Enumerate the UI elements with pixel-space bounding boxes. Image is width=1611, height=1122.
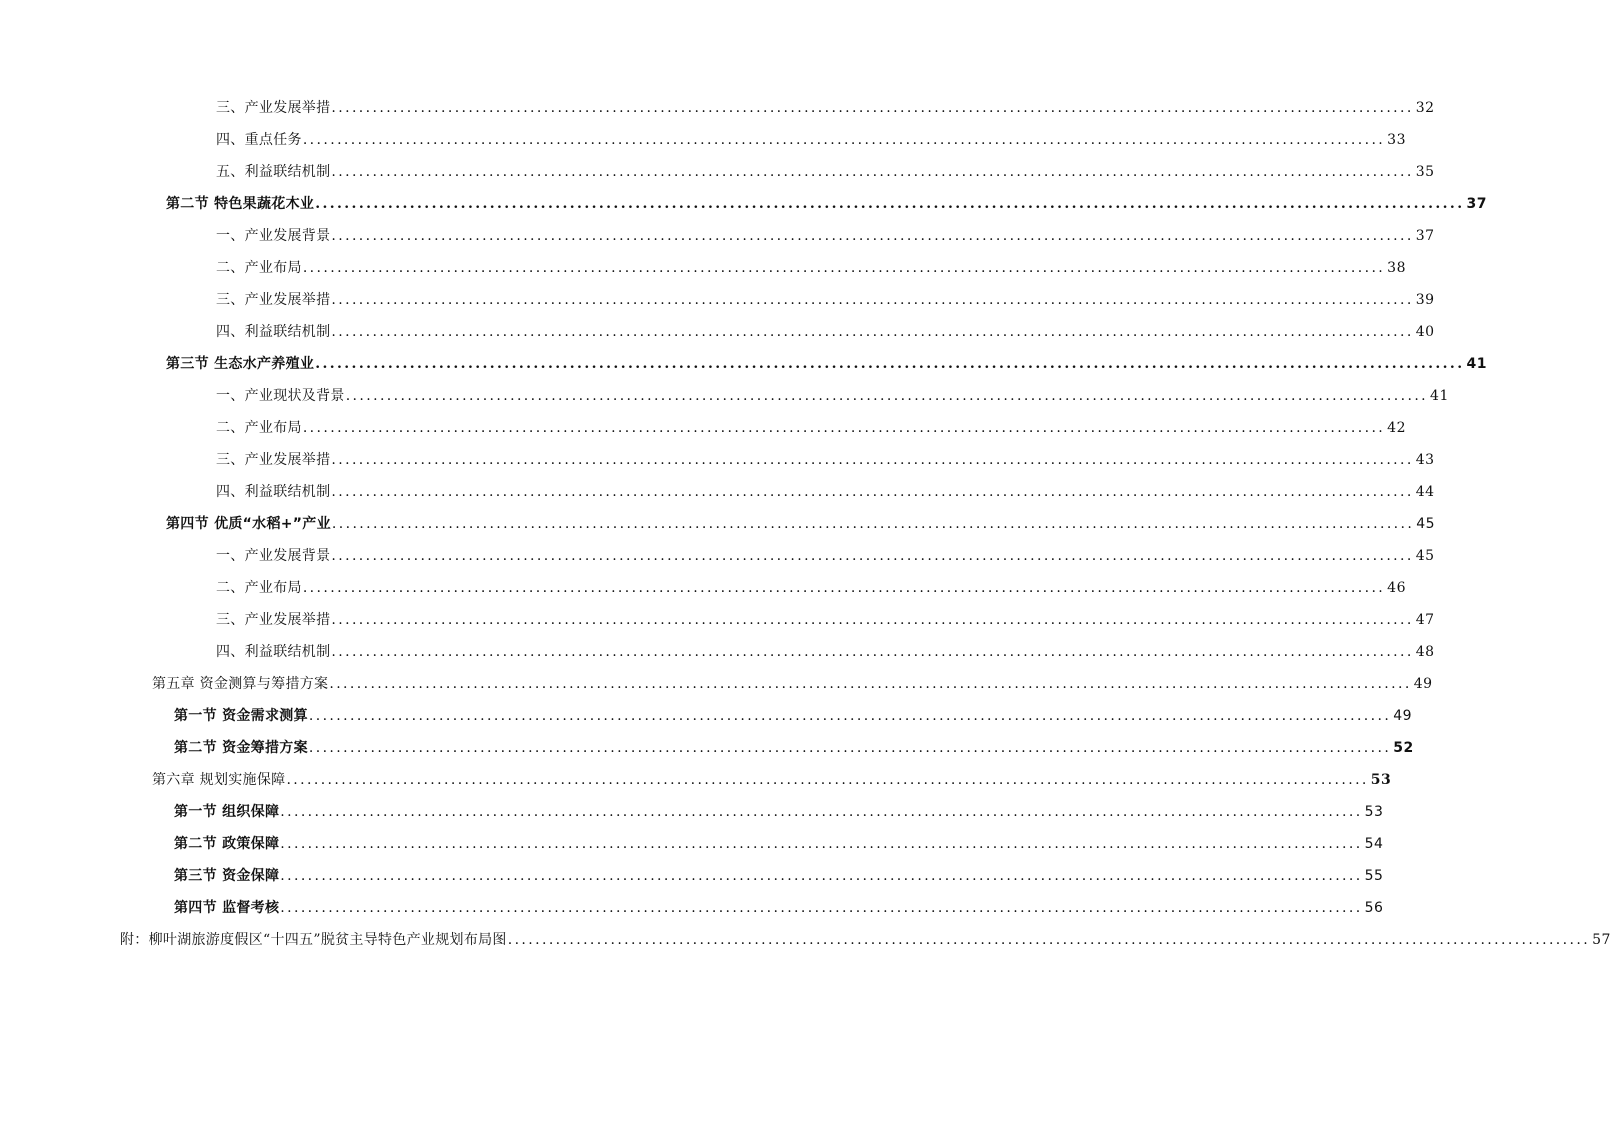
toc-entry-page: 39 <box>1415 292 1435 308</box>
toc-chapter-entry[interactable] <box>152 768 1392 790</box>
toc-entry-title: 一、产业发展背景 <box>216 228 331 244</box>
toc-entry[interactable] <box>216 384 1449 406</box>
toc-entry-title: 三、产业发展举措 <box>216 612 331 628</box>
toc-entry-page: 43 <box>1415 452 1435 468</box>
toc-leader-dots: .............................................................................................................................................................. <box>308 708 1392 724</box>
toc-entry-title: 四、利益联结机制 <box>216 644 331 660</box>
toc-entry-title: 四、利益联结机制 <box>216 324 331 340</box>
toc-leader-dots: .............................................................................................................................................................. <box>280 900 1363 916</box>
toc-entry-title: 四、重点任务 <box>216 132 302 148</box>
toc-entry-page: 41 <box>1430 388 1449 404</box>
toc-section-entry[interactable] <box>174 864 1384 886</box>
toc-entry-page: 37 <box>1466 196 1487 212</box>
toc-entry-page: 33 <box>1387 132 1406 148</box>
toc-entry-page: 46 <box>1387 580 1406 596</box>
toc-entry[interactable] <box>216 288 1435 310</box>
toc-section-entry[interactable] <box>166 352 1487 374</box>
toc-entry[interactable] <box>216 320 1435 342</box>
toc-entry-page: 52 <box>1393 740 1414 756</box>
toc-entry-title: 第四节 监督考核 <box>174 900 280 916</box>
toc-entry[interactable] <box>216 448 1435 470</box>
toc-entry-title: 四、利益联结机制 <box>216 484 331 500</box>
toc-entry[interactable] <box>216 160 1435 182</box>
toc-entry-page: 49 <box>1413 676 1433 692</box>
toc-entry-page: 45 <box>1416 516 1436 532</box>
toc-entry-title: 二、产业布局 <box>216 260 302 276</box>
toc-entry-page: 45 <box>1415 548 1435 564</box>
toc-appendix-entry[interactable] <box>120 928 1611 950</box>
toc-entry-title: 附：柳叶湖旅游度假区“十四五”脱贫主导特色产业规划布局图 <box>120 932 507 948</box>
toc-entry-page: 42 <box>1387 420 1406 436</box>
toc-entry[interactable] <box>216 608 1435 630</box>
toc-entry-title: 第一节 资金需求测算 <box>174 708 308 724</box>
toc-leader-dots: .............................................................................................................................................................. <box>331 292 1414 308</box>
toc-entry-title: 第五章 资金测算与筹措方案 <box>152 676 329 692</box>
toc-leader-dots: .............................................................................................................................................................. <box>331 612 1414 628</box>
toc-leader-dots: .............................................................................................................................................................. <box>315 196 1465 212</box>
toc-leader-dots: .............................................................................................................................................................. <box>331 164 1414 180</box>
toc-leader-dots: .............................................................................................................................................................. <box>331 548 1414 564</box>
toc-leader-dots: .............................................................................................................................................................. <box>280 836 1363 852</box>
toc-entry-title: 第二节 资金筹措方案 <box>174 740 308 756</box>
toc-entry-title: 三、产业发展举措 <box>216 452 331 468</box>
toc-entry-page: 47 <box>1415 612 1435 628</box>
toc-entry-title: 第六章 规划实施保障 <box>152 772 286 788</box>
toc-leader-dots: .............................................................................................................................................................. <box>331 100 1414 116</box>
toc-entry-title: 一、产业现状及背景 <box>216 388 345 404</box>
toc-leader-dots: .............................................................................................................................................................. <box>331 452 1414 468</box>
toc-entry-page: 53 <box>1370 772 1392 788</box>
toc-entry-title: 五、利益联结机制 <box>216 164 331 180</box>
toc-section-entry[interactable] <box>174 704 1413 726</box>
toc-leader-dots: .............................................................................................................................................................. <box>302 420 1386 436</box>
toc-entry-title: 一、产业发展背景 <box>216 548 331 564</box>
toc-leader-dots: .............................................................................................................................................................. <box>308 740 1392 756</box>
toc-entry-title: 三、产业发展举措 <box>216 292 331 308</box>
toc-section-entry[interactable] <box>166 192 1487 214</box>
toc-leader-dots: .............................................................................................................................................................. <box>302 260 1386 276</box>
toc-entry-page: 44 <box>1415 484 1435 500</box>
toc-entry-title: 第三节 生态水产养殖业 <box>166 356 315 372</box>
toc-entry-title: 第二节 政策保障 <box>174 836 280 852</box>
toc-entry-title: 二、产业布局 <box>216 580 302 596</box>
toc-chapter-entry[interactable] <box>152 672 1433 694</box>
toc-entry-page: 37 <box>1415 228 1435 244</box>
toc-leader-dots: .............................................................................................................................................................. <box>286 772 1369 788</box>
toc-leader-dots: .............................................................................................................................................................. <box>315 356 1465 372</box>
toc-leader-dots: .............................................................................................................................................................. <box>302 580 1386 596</box>
toc-entry[interactable] <box>216 256 1406 278</box>
toc-leader-dots: .............................................................................................................................................................. <box>331 644 1414 660</box>
toc-entry-page: 32 <box>1415 100 1435 116</box>
toc-entry[interactable] <box>216 416 1406 438</box>
toc-entry-page: 57 <box>1592 932 1611 948</box>
toc-leader-dots: .............................................................................................................................................................. <box>280 804 1363 820</box>
toc-entry-page: 40 <box>1415 324 1435 340</box>
toc-entry-page: 38 <box>1387 260 1406 276</box>
toc-section-entry[interactable] <box>174 832 1384 854</box>
toc-entry[interactable] <box>216 576 1406 598</box>
toc-leader-dots: .............................................................................................................................................................. <box>329 676 1412 692</box>
toc-entry-page: 53 <box>1364 804 1384 820</box>
toc-entry[interactable] <box>216 128 1406 150</box>
toc-entry-title: 第四节 优质“水稻+”产业 <box>166 516 331 532</box>
toc-leader-dots: .............................................................................................................................................................. <box>331 228 1414 244</box>
toc-leader-dots: .............................................................................................................................................................. <box>280 868 1363 884</box>
toc-entry[interactable] <box>216 544 1435 566</box>
toc-section-entry[interactable] <box>174 800 1384 822</box>
toc-entry[interactable] <box>216 96 1435 118</box>
toc-entry-page: 48 <box>1415 644 1435 660</box>
toc-leader-dots: .............................................................................................................................................................. <box>345 388 1429 404</box>
toc-leader-dots: .............................................................................................................................................................. <box>331 324 1414 340</box>
toc-entry-page: 49 <box>1393 708 1413 724</box>
toc-entry-title: 第三节 资金保障 <box>174 868 280 884</box>
toc-leader-dots: .............................................................................................................................................................. <box>507 932 1591 948</box>
toc-entry-page: 54 <box>1364 836 1384 852</box>
toc-entry-page: 41 <box>1466 356 1487 372</box>
toc-section-entry[interactable] <box>166 512 1436 534</box>
toc-entry-page: 56 <box>1364 900 1384 916</box>
toc-leader-dots: .............................................................................................................................................................. <box>302 132 1386 148</box>
toc-entry[interactable] <box>216 224 1435 246</box>
toc-entry-title: 二、产业布局 <box>216 420 302 436</box>
toc-entry-title: 第二节 特色果蔬花木业 <box>166 196 315 212</box>
toc-entry-page: 35 <box>1415 164 1435 180</box>
toc-entry-page: 55 <box>1364 868 1384 884</box>
toc-entry[interactable] <box>216 480 1435 502</box>
toc-section-entry[interactable] <box>174 736 1414 758</box>
toc-entry-title: 第一节 组织保障 <box>174 804 280 820</box>
toc-leader-dots: .............................................................................................................................................................. <box>331 516 1415 532</box>
toc-section-entry[interactable] <box>174 896 1384 918</box>
toc-entry[interactable] <box>216 640 1435 662</box>
toc-leader-dots: .............................................................................................................................................................. <box>331 484 1414 500</box>
toc-entry-title: 三、产业发展举措 <box>216 100 331 116</box>
